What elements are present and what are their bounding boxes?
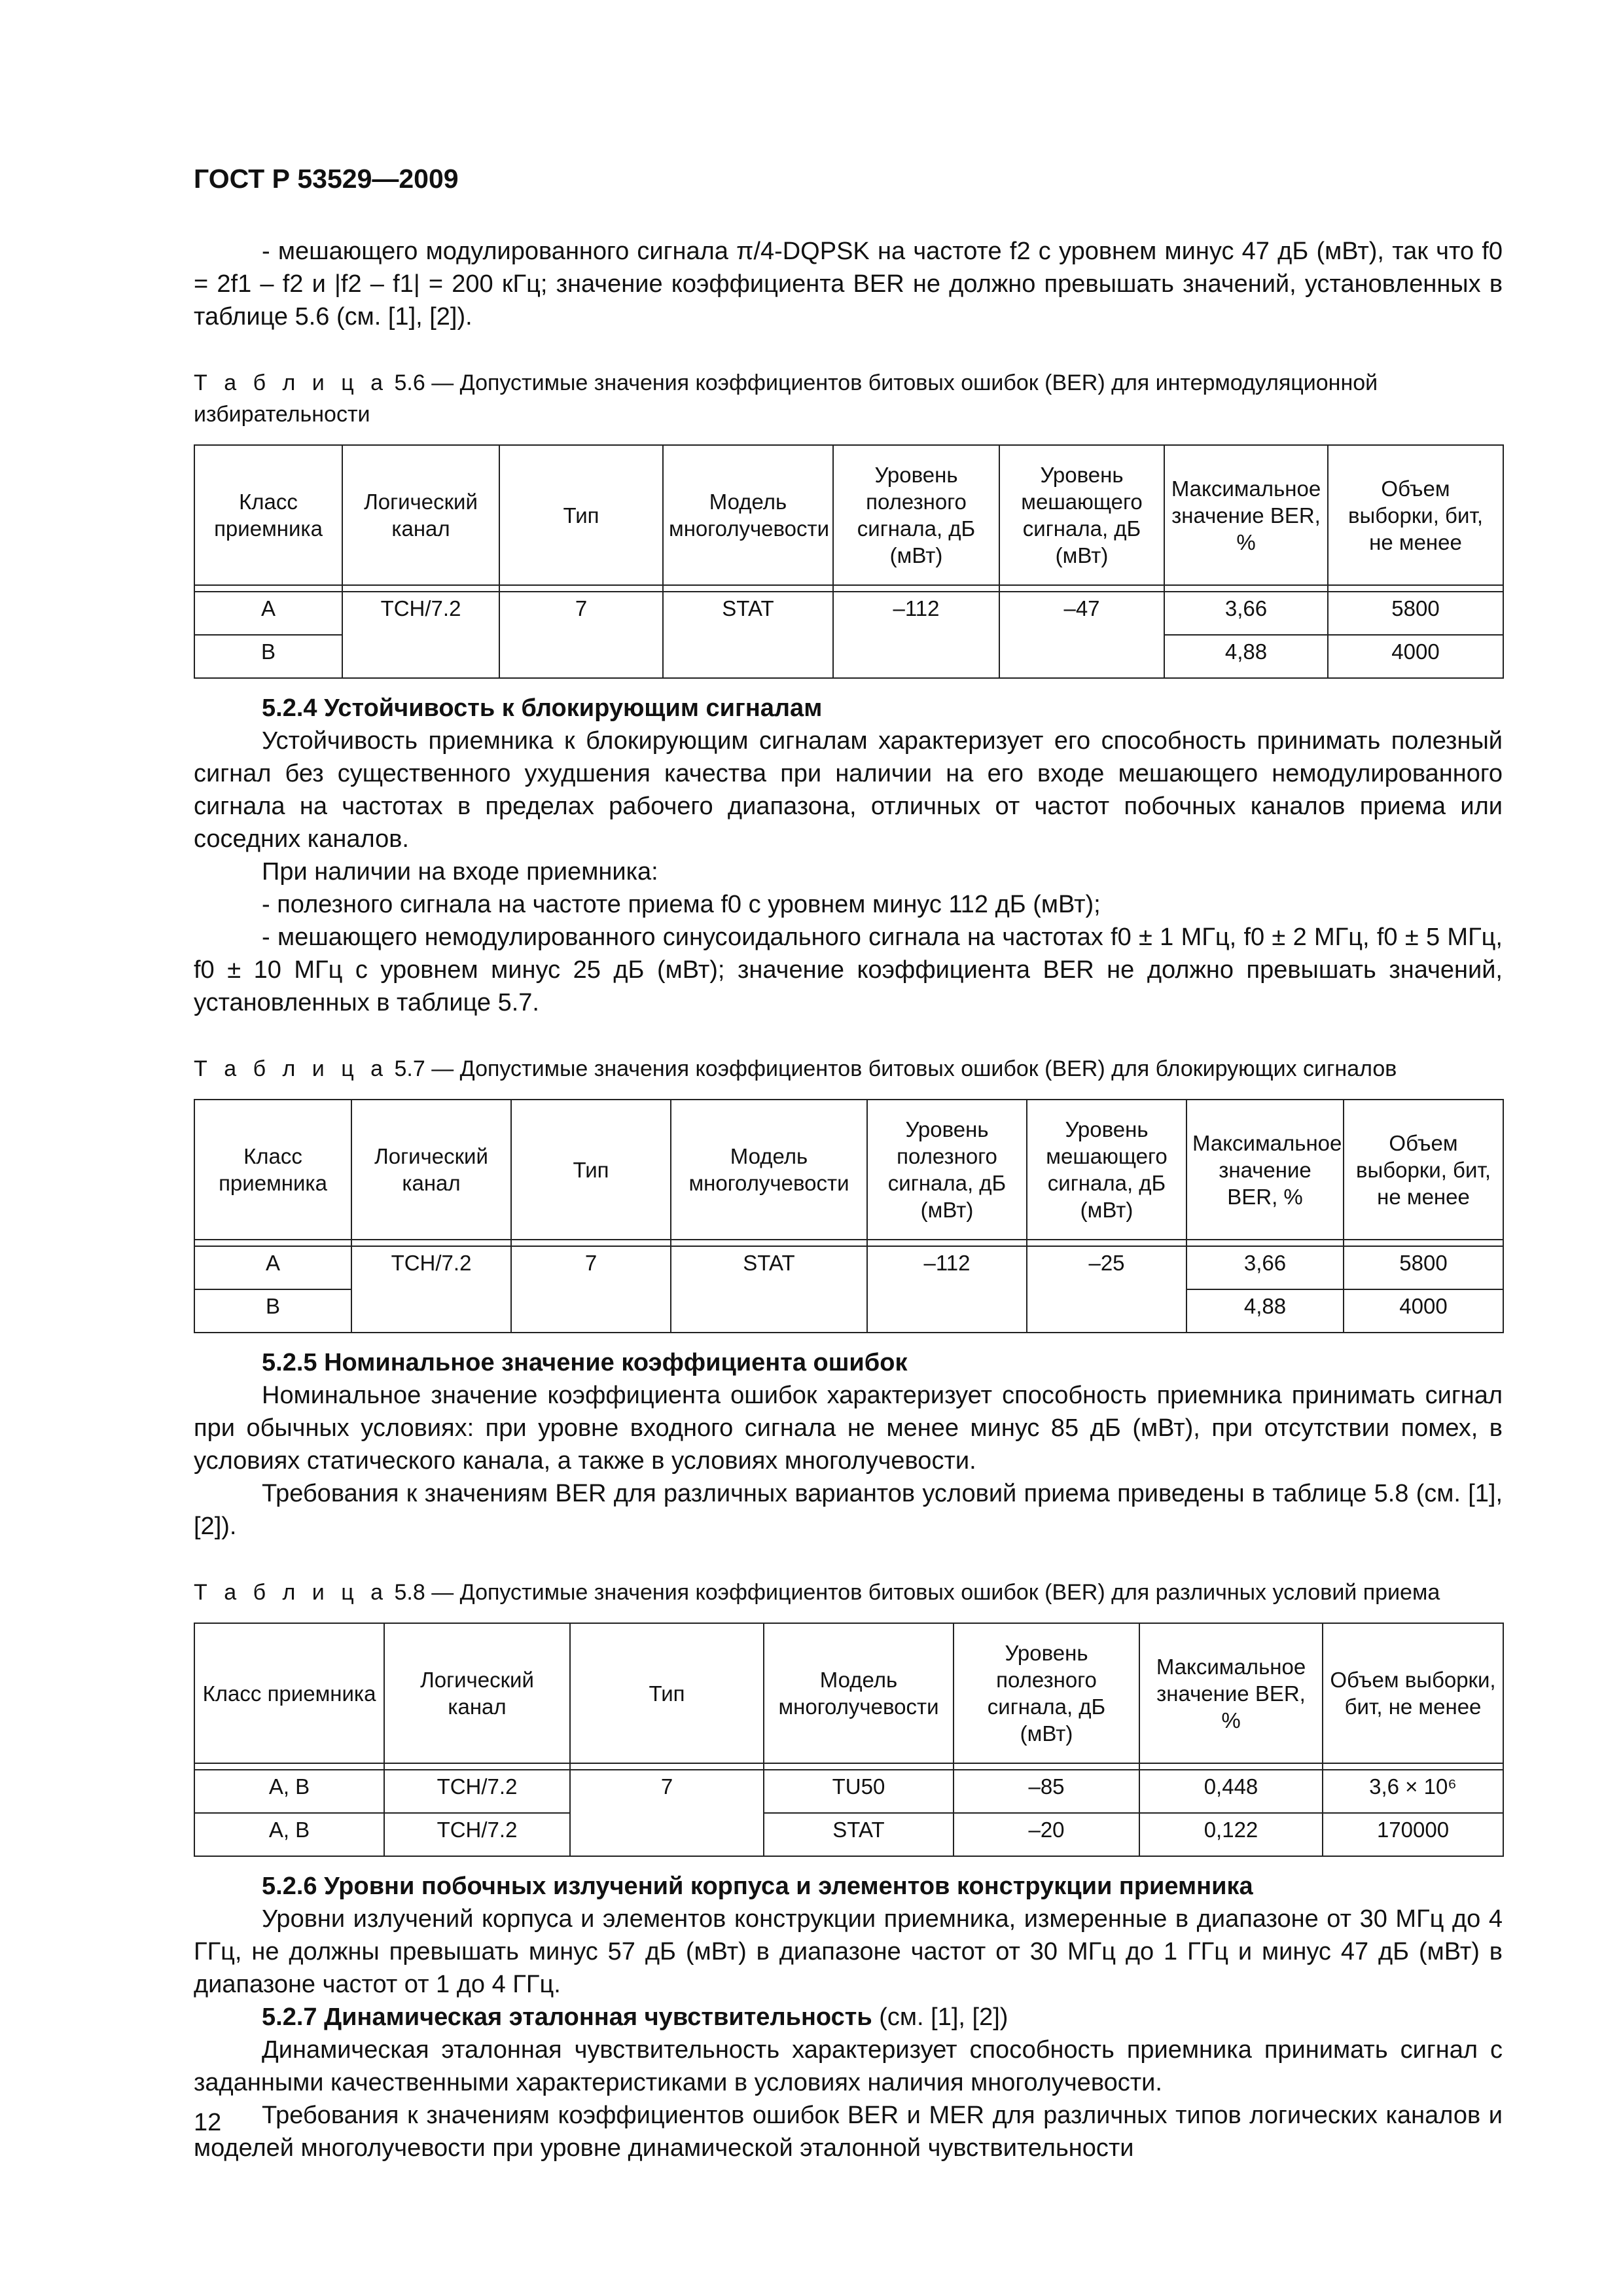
cell-ber: 0,122 (1139, 1813, 1323, 1856)
cell-type: 7 (570, 1770, 764, 1856)
cell-sample: 4000 (1344, 1289, 1503, 1333)
header-cell: Объем выборки, бит, не менее (1323, 1623, 1503, 1763)
header-cell: Класс приемника (194, 1623, 384, 1763)
table-header-row (194, 1623, 1503, 1763)
section-5-2-5-paragraph: Требования к значениям BER для различных вариантов условий приема приведены в таблице 5.8 (см. [1], [2]). (194, 1480, 1503, 1540)
header-cell: Уровень мешающего сигнала, дБ (мВт) (1027, 1100, 1186, 1240)
cell-sample: 5800 (1328, 592, 1503, 635)
header-cell: Модель многолучевости (671, 1100, 867, 1240)
cell-useful: –85 (954, 1770, 1139, 1813)
header-cell: Объем выборки, бит, не менее (1328, 445, 1503, 585)
table-row (194, 1246, 1503, 1289)
cell-channel: TCH/7.2 (384, 1813, 570, 1856)
section-5-2-7-title: 5.2.7 Динамическая эталонная чувствительность (см. [1], [2]) (262, 2003, 1008, 2031)
cell-ber: 0,448 (1139, 1770, 1323, 1813)
header-cell: Логический канал (342, 445, 499, 585)
cell-type: 7 (511, 1246, 671, 1333)
cell-useful: –112 (867, 1246, 1027, 1333)
cell-class: В (194, 1289, 351, 1333)
cell-ber: 3,66 (1186, 1246, 1344, 1289)
header-cell: Тип (570, 1623, 764, 1763)
cell-model: TU50 (764, 1770, 954, 1813)
header-cell: Уровень мешающего сигнала, дБ (мВт) (999, 445, 1164, 585)
section-5-2-6-title: 5.2.6 Уровни побочных излучений корпуса и элементов конструкции приемника (262, 1873, 1253, 1900)
table-header-row (194, 1100, 1503, 1240)
caption-prefix: Т а б л и ц а (194, 1056, 389, 1081)
cell-sample: 5800 (1344, 1246, 1503, 1289)
cell-class: А (194, 1246, 351, 1289)
section-5-2-4-paragraph: - полезного сигнала на частоте приема f0 с уровнем минус 112 дБ (мВт); (262, 891, 1101, 918)
section-5-2-6-paragraph: Уровни излучений корпуса и элементов конструкции приемника, измеренные в диапазоне от 30 МГц до 4 ГГц, не должны превышать минус 57 дБ (мВт) в диапазоне частот от 30 МГц до 1 ГГц и минус 47 дБ (мВт) в диапазоне частот от 1 до 4 ГГц. (194, 1905, 1503, 1998)
cell-model: STAT (663, 592, 833, 678)
cell-useful: –20 (954, 1813, 1139, 1856)
cell-ber: 4,88 (1186, 1289, 1344, 1333)
header-cell: Уровень полезного сигнала, дБ (мВт) (954, 1623, 1139, 1763)
header-cell: Уровень полезного сигнала, дБ (мВт) (833, 445, 999, 585)
cell-ber: 3,66 (1164, 592, 1328, 635)
header-cell: Модель многолучевости (764, 1623, 954, 1763)
caption-prefix: Т а б л и ц а (194, 370, 389, 395)
header-cell: Тип (511, 1100, 671, 1240)
header-cell: Класс приемника (194, 445, 342, 585)
header-cell: Логический канал (384, 1623, 570, 1763)
section-5-2-7-paragraph: Динамическая эталонная чувствительность характеризует способность приемника принимать сигнал с заданными качественными характеристиками в условиях наличия многолучевости. (194, 2036, 1503, 2096)
section-5-2-7-ref: (см. [1], [2]) (879, 2003, 1008, 2031)
table-header-row (194, 445, 1503, 585)
cell-sample: 4000 (1328, 635, 1503, 678)
table-row (194, 592, 1503, 635)
section-5-2-4-paragraph: Устойчивость приемника к блокирующим сигналам характеризует его способность принимать полезный сигнал без существенного ухудшения качества при наличии на его входе мешающего немодулированного сигнала на частотах в пределах рабочего диапазона, отличных от частот побочных каналов приема или соседних каналов. (194, 727, 1503, 853)
section-5-2-4-paragraph: При наличии на входе приемника: (262, 858, 658, 886)
section-5-2-5-title: 5.2.5 Номинальное значение коэффициента ошибок (262, 1349, 908, 1376)
table-5-8-caption (194, 1577, 1503, 1608)
cell-sample: 170000 (1323, 1813, 1503, 1856)
page-number: 12 (194, 2109, 222, 2136)
table-5-8 (194, 1623, 1504, 1857)
cell-class: А, В (194, 1770, 384, 1813)
header-cell: Максимальное значение BER, % (1139, 1623, 1323, 1763)
header-cell: Максимальное значение BER, % (1164, 445, 1328, 585)
section-5-2-4-title: 5.2.4 Устойчивость к блокирующим сигналам (262, 694, 823, 722)
cell-channel: TCH/7.2 (351, 1246, 511, 1333)
cell-sample: 3,6 × 10⁶ (1323, 1770, 1503, 1813)
document-page (194, 164, 1503, 2164)
header-cell: Тип (499, 445, 663, 585)
cell-model: STAT (671, 1246, 867, 1333)
table-5-7-caption (194, 1053, 1503, 1085)
table-row (194, 1770, 1503, 1813)
header-cell: Объем выборки, бит, не менее (1344, 1100, 1503, 1240)
header-cell: Модель многолучевости (663, 445, 833, 585)
cell-class: А, В (194, 1813, 384, 1856)
header-cell: Уровень полезного сигнала, дБ (мВт) (867, 1100, 1027, 1240)
caption-prefix: Т а б л и ц а (194, 1580, 389, 1605)
cell-useful: –112 (833, 592, 999, 678)
cell-class: В (194, 635, 342, 678)
cell-interfering: –47 (999, 592, 1164, 678)
document-header: ГОСТ Р 53529—2009 (194, 164, 459, 194)
caption-text: 5.8 — Допустимые значения коэффициентов битовых ошибок (BER) для различных условий приема (394, 1580, 1440, 1605)
caption-text: 5.6 — Допустимые значения коэффициентов битовых ошибок (BER) для интермодуляционной избирательности (194, 370, 1378, 427)
cell-channel: TCH/7.2 (384, 1770, 570, 1813)
section-5-2-4-paragraph: - мешающего немодулированного синусоидального сигнала на частотах f0 ± 1 МГц, f0 ± 2 МГц, f0 ± 5 МГц, f0 ± 10 МГц с уровнем минус 25 дБ (мВт); значение коэффициента BER не должно превышать значений, установленных в таблице 5.7. (194, 924, 1503, 1016)
header-cell: Логический канал (351, 1100, 511, 1240)
table-5-6-caption (194, 367, 1503, 430)
section-5-2-5-paragraph: Номинальное значение коэффициента ошибок характеризует способность приемника принимать сигнал при обычных условиях: при уровне входного сигнала не менее минус 85 дБ (мВт), при отсутствии помех, в условиях статического канала, а также в условиях многолучевости. (194, 1382, 1503, 1475)
cell-channel: TCH/7.2 (342, 592, 499, 678)
intro-paragraph: - мешающего модулированного сигнала π/4-DQPSK на частоте f2 с уровнем минус 47 дБ (мВт), так что f0 = 2f1 – f2 и |f2 – f1| = 200 кГц; значение коэффициента BER не должно превышать значений, установленных в таблице 5.6 (см. [1], [2]). (194, 238, 1503, 331)
cell-type: 7 (499, 592, 663, 678)
caption-text: 5.7 — Допустимые значения коэффициентов битовых ошибок (BER) для блокирующих сигналов (394, 1056, 1397, 1081)
section-5-2-7-paragraph: Требования к значениям коэффициентов ошибок BER и MER для различных типов логических каналов и моделей многолучевости при уровне динамической эталонной чувствительности (194, 2102, 1503, 2162)
table-5-7 (194, 1099, 1504, 1333)
table-5-6 (194, 444, 1504, 679)
cell-ber: 4,88 (1164, 635, 1328, 678)
cell-class: А (194, 592, 342, 635)
cell-model: STAT (764, 1813, 954, 1856)
header-cell: Класс приемника (194, 1100, 351, 1240)
cell-interfering: –25 (1027, 1246, 1186, 1333)
header-cell: Максимальное значение BER, % (1186, 1100, 1344, 1240)
table-row (194, 1813, 1503, 1856)
